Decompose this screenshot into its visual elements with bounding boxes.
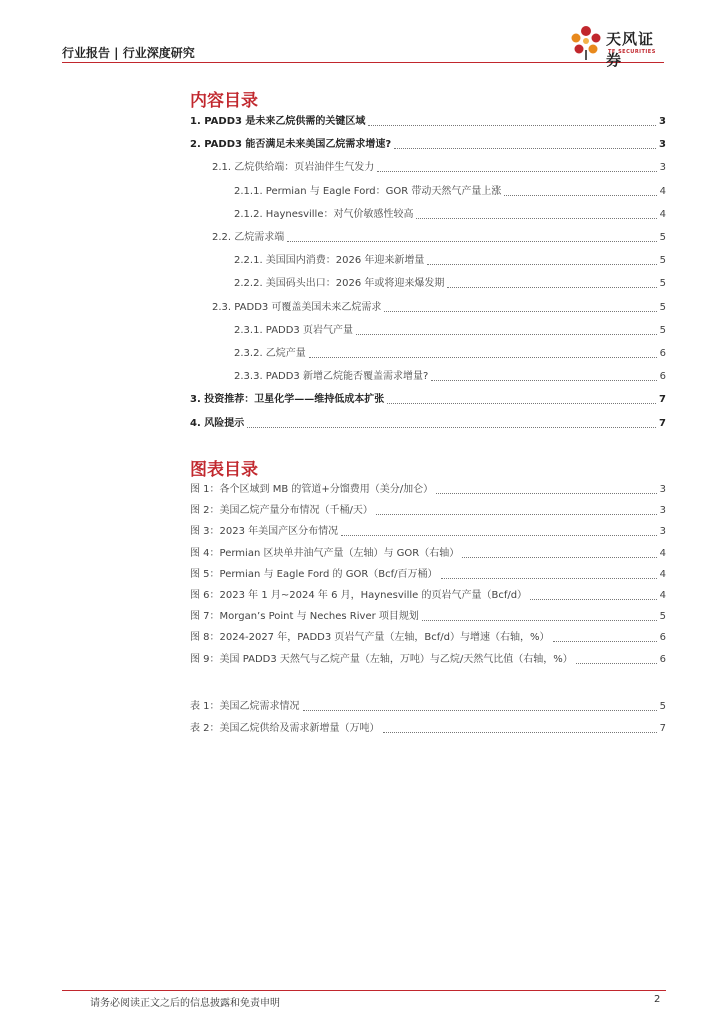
dot-leader: [394, 148, 656, 149]
toc-entry-page: 6: [659, 348, 666, 359]
dot-leader: [553, 641, 657, 642]
toc-entry[interactable]: [190, 415, 666, 431]
footer-disclaimer: 请务必阅读正文之后的信息披露和免责申明: [90, 998, 280, 1009]
figure-entry-page: 4: [659, 568, 666, 580]
flower-logo-icon: [568, 24, 604, 62]
toc-entry-page: 4: [659, 185, 666, 197]
figure-entry-page: 6: [659, 653, 666, 665]
toc-entry[interactable]: [190, 275, 666, 291]
dot-leader: [383, 732, 657, 733]
toc-entry-page: 3: [659, 116, 666, 127]
toc-entry-label: 2.3.2. 乙烷产量: [234, 348, 306, 359]
figure-entry[interactable]: [190, 587, 666, 603]
figure-entry-label: 图 9：美国 PADD3 天然气与乙烷产量（左轴，万吨）与乙烷/天然气比值（右轴，%）: [190, 653, 573, 665]
table-entry[interactable]: [190, 698, 666, 714]
figure-entry[interactable]: [190, 629, 666, 645]
figures-title: 图表目录: [190, 460, 258, 480]
toc-entry-page: 5: [659, 232, 666, 243]
toc-entry-page: 5: [659, 324, 666, 336]
figure-entry[interactable]: [190, 545, 666, 561]
toc-entry[interactable]: [190, 252, 666, 268]
table-entry-page: 7: [659, 722, 666, 734]
dot-leader: [384, 311, 656, 312]
figure-entry-label: 图 7：Morgan’s Point 与 Neches River 项目规划: [190, 611, 419, 623]
logo-text-cn: 天风证券: [606, 30, 655, 69]
page-number: 2: [654, 994, 661, 1005]
toc-entry-label: 2.3.1. PADD3 页岩气产量: [234, 324, 353, 336]
toc-entry-page: 4: [659, 208, 666, 220]
toc-entry-label: 2.1.2. Haynesville：对气价敏感性较高: [234, 208, 414, 220]
dot-leader: [436, 493, 656, 494]
toc-entry-page: 6: [659, 371, 666, 383]
toc-entry-label: 2.1.1. Permian 与 Eagle Ford：GOR 带动天然气产量上涨: [234, 185, 502, 197]
dot-leader: [504, 195, 656, 196]
figure-entry-label: 图 2：美国乙烷产量分布情况（千桶/天）: [190, 505, 373, 517]
dot-leader: [368, 125, 656, 126]
figure-entry-page: 4: [659, 547, 666, 559]
dot-leader: [376, 514, 657, 515]
toc-entry-label: 2.1. 乙烷供给端：页岩油伴生气发力: [212, 162, 375, 174]
toc-entry[interactable]: [190, 322, 666, 338]
figure-entry-page: 6: [659, 632, 666, 644]
toc-entry-page: 3: [659, 139, 666, 151]
toc-entry-label: 2.3. PADD3 可覆盖美国未来乙烷需求: [212, 301, 382, 313]
dot-leader: [447, 287, 656, 288]
figure-entry[interactable]: [190, 608, 666, 624]
figure-entry[interactable]: [190, 502, 666, 518]
toc-entry-label: 2.3.3. PADD3 新增乙烷能否覆盖需求增量?: [234, 371, 429, 383]
dot-leader: [462, 557, 656, 558]
company-logo: [568, 22, 668, 69]
toc-entry-page: 7: [659, 394, 666, 406]
toc-entry-label: 4. 风险提示: [190, 417, 245, 429]
toc-entry-label: 1. PADD3 是未来乙烷供需的关键区域: [190, 116, 366, 127]
dot-leader: [341, 535, 656, 536]
figure-entry-label: 图 4：Permian 区块单井油气产量（左轴）与 GOR（右轴）: [190, 547, 460, 559]
figure-entry-label: 图 8：2024-2027 年，PADD3 页岩气产量（左轴，Bcf/d）与增速（右轴，%）: [190, 632, 550, 644]
dot-leader: [441, 578, 657, 579]
figure-entry-label: 图 5：Permian 与 Eagle Ford 的 GOR（Bcf/百万桶）: [190, 568, 438, 580]
toc-entry-label: 2.2.1. 美国国内消费：2026 年迎来新增量: [234, 255, 425, 267]
dot-leader: [303, 710, 657, 711]
table-entry[interactable]: [190, 720, 666, 736]
toc-entry[interactable]: [190, 345, 666, 361]
dot-leader: [247, 427, 656, 428]
toc-entry-page: 5: [659, 255, 666, 267]
toc-entry-page: 7: [659, 417, 666, 429]
toc-entry-page: 3: [659, 162, 666, 174]
dot-leader: [356, 334, 657, 335]
figure-entry-label: 图 1：各个区域到 MB 的管道+分馏费用（美分/加仑）: [190, 484, 434, 495]
logo-text-en: TF SECURITIES: [608, 49, 656, 55]
toc-entry-label: 2.2.2. 美国码头出口：2026 年或将迎来爆发期: [234, 278, 445, 290]
dot-leader: [431, 380, 656, 381]
figure-entry-label: 图 3：2023 年美国产区分布情况: [190, 526, 339, 538]
figure-entry[interactable]: [190, 651, 666, 667]
figure-entry[interactable]: [190, 566, 666, 582]
table-entry-page: 5: [659, 701, 666, 712]
toc-entry-page: 5: [659, 278, 666, 290]
dot-leader: [427, 264, 656, 265]
dot-leader: [309, 357, 657, 358]
toc-entry[interactable]: [190, 229, 666, 245]
toc-entry-label: 3. 投资推荐：卫星化学——维持低成本扩张: [190, 394, 385, 406]
figure-entry-label: 图 6：2023 年 1 月~2024 年 6 月，Haynesville 的页岩气产量（Bcf/d）: [190, 590, 528, 601]
table-entry-label: 表 2：美国乙烷供给及需求新增量（万吨）: [190, 722, 380, 734]
dot-leader: [377, 171, 656, 172]
figure-entry[interactable]: [190, 481, 666, 497]
figure-entry-page: 3: [659, 484, 666, 495]
dot-leader: [287, 241, 656, 242]
toc-entry[interactable]: [190, 159, 666, 175]
dot-leader: [387, 403, 656, 404]
toc-entry-page: 5: [659, 301, 666, 313]
toc-entry[interactable]: [190, 391, 666, 407]
toc-entry[interactable]: [190, 206, 666, 222]
toc-entry-label: 2.2. 乙烷需求端: [212, 232, 285, 243]
toc-entry[interactable]: [190, 136, 666, 152]
header-category: 行业报告 | 行业深度研究: [62, 46, 195, 60]
table-entry-label: 表 1：美国乙烷需求情况: [190, 701, 300, 712]
figure-entry-page: 5: [659, 611, 666, 623]
contents-title: 内容目录: [190, 91, 258, 111]
dot-leader: [416, 218, 656, 219]
figure-entry-page: 3: [659, 526, 666, 538]
toc-entry[interactable]: [190, 183, 666, 199]
header-divider: [62, 62, 664, 63]
figure-entry-page: 4: [659, 590, 666, 601]
figure-entry[interactable]: [190, 523, 666, 539]
toc-entry[interactable]: [190, 113, 666, 129]
toc-entry[interactable]: [190, 368, 666, 384]
dot-leader: [530, 599, 657, 600]
toc-entry-label: 2. PADD3 能否满足未来美国乙烷需求增速?: [190, 139, 392, 151]
dot-leader: [576, 663, 657, 664]
dot-leader: [422, 620, 657, 621]
figure-entry-page: 3: [659, 505, 666, 517]
footer-divider: [62, 990, 666, 991]
toc-entry[interactable]: [190, 299, 666, 315]
